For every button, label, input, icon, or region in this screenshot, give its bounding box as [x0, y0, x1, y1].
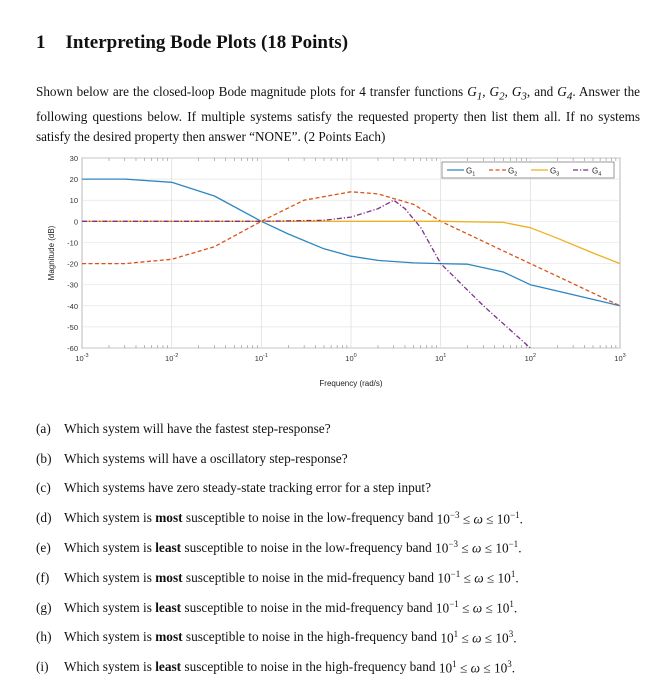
question-label: (b) — [36, 450, 52, 466]
g3-symbol: $G_3$ — [511, 84, 527, 103]
y-tick-label: -50 — [67, 322, 78, 332]
question-text-end: susceptible to noise in the mid-frequency band — [185, 569, 435, 585]
question-label: (d) — [36, 510, 52, 526]
question-item — [36, 652, 646, 682]
y-tick-labels — [67, 154, 78, 353]
intro-text-1: Shown below are the closed-loop Bode magnitude plots for 4 transfer functions — [36, 84, 464, 99]
y-tick-label: -40 — [67, 301, 78, 311]
intro-and: and — [534, 84, 554, 99]
question-label: (g) — [36, 599, 52, 615]
x-tick-label: $10^3$ — [614, 353, 626, 363]
question-text-end: susceptible to noise in the low-frequency band — [184, 540, 432, 556]
question-item — [36, 623, 646, 653]
legend-entry: $G_3$ — [550, 166, 560, 178]
x-tick-label: $10^0$ — [345, 353, 357, 363]
question-text-end: susceptible to noise in the high-frequency band — [185, 629, 437, 645]
question-label: (c) — [36, 480, 51, 496]
question-text-end: susceptible to noise in the mid-frequency band — [184, 599, 433, 615]
question-text-end: susceptible to noise in the low-frequency band — [185, 510, 434, 526]
legend — [442, 162, 614, 178]
question-label: (i) — [36, 659, 49, 675]
question-item — [36, 593, 646, 623]
x-tick-label: $10^{-2}$ — [165, 353, 179, 363]
question-item — [36, 444, 646, 474]
frequency-range: $10^{-3} \le \omega \le 10^{-1}$. — [436, 509, 523, 526]
g4-symbol: $G_4$ — [557, 84, 573, 103]
g1-symbol: $G_1$ — [467, 84, 483, 103]
legend-entry: $G_1$ — [466, 166, 476, 178]
x-tick-label: $10^2$ — [524, 353, 537, 363]
frequency-range: $10^{-1} \le \omega \le 10^1$. — [435, 598, 518, 616]
question-emphasis: most — [155, 569, 183, 585]
question-label: (e) — [36, 540, 51, 556]
intro-text-2: . Answer the following questions below. If multiple systems satisfy the requested property then list them all. If no systems satisfy the desired property then answer “NONE”. (2 Points Each) — [36, 84, 641, 144]
question-text: Which systems have zero steady-state tracking error for a step input? — [64, 480, 432, 496]
question-list — [36, 414, 646, 682]
question-text: Which system is — [64, 569, 152, 585]
x-tick-label: $10^{-1}$ — [254, 353, 268, 363]
y-tick-label: -10 — [67, 238, 78, 248]
question-label: (h) — [36, 629, 52, 645]
question-text: Which system will have the fastest step-response? — [64, 420, 331, 436]
y-axis-label: Magnitude (dB) — [47, 225, 56, 281]
x-tick-label: $10^{-3}$ — [75, 353, 89, 363]
question-emphasis: least — [155, 540, 182, 556]
section-number: 1 — [36, 32, 46, 53]
question-text: Which system is — [64, 510, 152, 526]
legend-entry: $G_2$ — [508, 166, 518, 178]
question-item — [36, 503, 646, 533]
frequency-range: $10^{-3} \le \omega \le 10^{-1}$. — [435, 539, 522, 556]
y-tick-label: 20 — [69, 175, 78, 185]
intro-paragraph: Shown below are the closed-loop Bode magnitude plots for 4 transfer functions $G_1$, $G_2$, $G_3$, and $G_4$. Answer the following questions below. If multiple systems satisfy the requested property then list them all. If no systems satisfy the desired property then answer “NONE”. (2 Points Each) — [36, 84, 641, 144]
question-text: Which system is — [64, 659, 152, 675]
question-emphasis: most — [155, 510, 183, 526]
question-emphasis: least — [155, 659, 182, 675]
legend-entry: $G_4$ — [592, 166, 602, 178]
section-title: Interpreting Bode Plots (18 Points) — [65, 32, 349, 53]
question-label: (a) — [36, 420, 51, 436]
question-text: Which system is — [64, 599, 152, 615]
x-tick-label: $10^1$ — [434, 353, 447, 363]
bode-chart — [36, 148, 636, 398]
y-tick-label: -20 — [67, 259, 78, 269]
question-item — [36, 533, 646, 563]
y-tick-label: -30 — [67, 280, 78, 290]
question-item — [36, 414, 646, 444]
question-item — [36, 474, 646, 504]
g2-symbol: $G_2$ — [489, 84, 505, 103]
question-emphasis: most — [155, 629, 183, 645]
question-label: (f) — [36, 569, 50, 585]
question-emphasis: least — [155, 599, 182, 615]
y-tick-label: 0 — [73, 217, 78, 227]
section-heading — [36, 32, 348, 54]
question-text: Which systems will have a oscillatory step-response? — [64, 450, 348, 466]
question-text-end: susceptible to noise in the high-frequency band — [184, 659, 436, 675]
frequency-range: $10^1 \le \omega \le 10^3$. — [440, 628, 517, 646]
y-tick-label: 10 — [69, 196, 78, 206]
x-tick-labels — [75, 353, 625, 363]
x-axis-label: Frequency (rad/s) — [319, 379, 383, 388]
frequency-range: $10^{-1} \le \omega \le 10^1$. — [437, 569, 519, 586]
y-tick-label: 30 — [69, 154, 78, 163]
frequency-range: $10^1 \le \omega \le 10^3$. — [438, 658, 516, 675]
question-item — [36, 563, 646, 593]
question-text: Which system is — [64, 629, 152, 645]
question-text: Which system is — [64, 540, 152, 556]
y-tick-label: -60 — [67, 344, 78, 353]
